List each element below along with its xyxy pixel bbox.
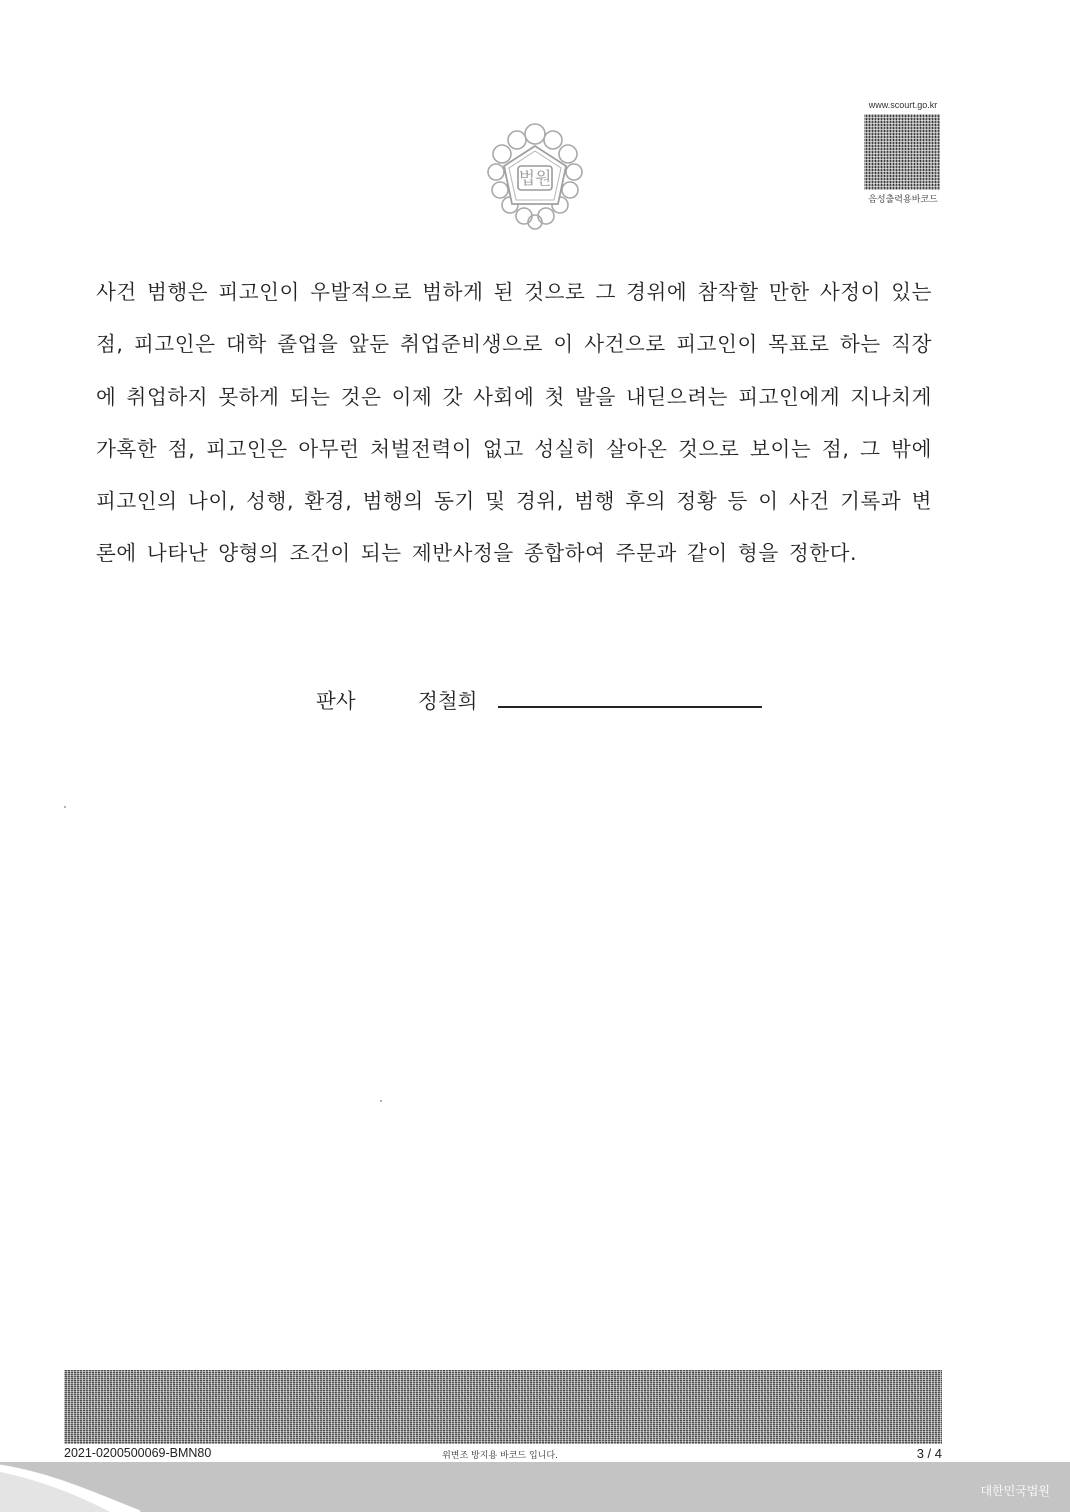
judgment-body-paragraph: 사건 범행은 피고인이 우발적으로 범하게 된 것으로 그 경위에 참작할 만한 사정이 있는 점, 피고인은 대학 졸업을 앞둔 취업준비생으로 이 사건으로 피고인이 목표로 하는 직장에 취업하지 못하게 되는 것은 이제 갓 사회에 첫 발을 내딛으려는 피고인에게 지나치게 가혹한 점, 피고인은 아무런 처벌전력이 없고 성실히 살아온 것으로 보이는 점, 그 밖에 피고인의 나이, 성행, 환경, 범행의 동기 및 경위, 범행 후의 정황 등 이 사건 기록과 변론에 나타난 양형의 조건이 되는 제반사정을 종합하여 주문과 같이 형을 정한다. [96,280,932,566]
footer-swoosh-graphic [0,1462,1070,1512]
document-id: 2021-0200500069-BMN80 [64,1446,212,1460]
seal-text: 법원 [518,169,552,189]
scan-speck [64,806,66,808]
court-seal-emblem [484,120,586,232]
anti-forgery-barcode-image [64,1370,942,1444]
page-number: 3 / 4 [916,1446,942,1461]
signature-line [498,706,762,708]
footer-band [0,1462,1070,1512]
court-name: 대한민국법원 [980,1484,1050,1498]
anti-forgery-note: 위변조 방지용 바코드 입니다. [442,1451,558,1461]
scan-speck [380,1100,382,1102]
voice-output-barcode-image [864,114,940,190]
barcode-caption: 음성출력용바코드 [868,195,938,205]
judge-name: 정철희 [418,689,478,713]
court-url: www.scourt.go.kr [868,100,938,110]
judge-title: 판사 [316,689,356,713]
